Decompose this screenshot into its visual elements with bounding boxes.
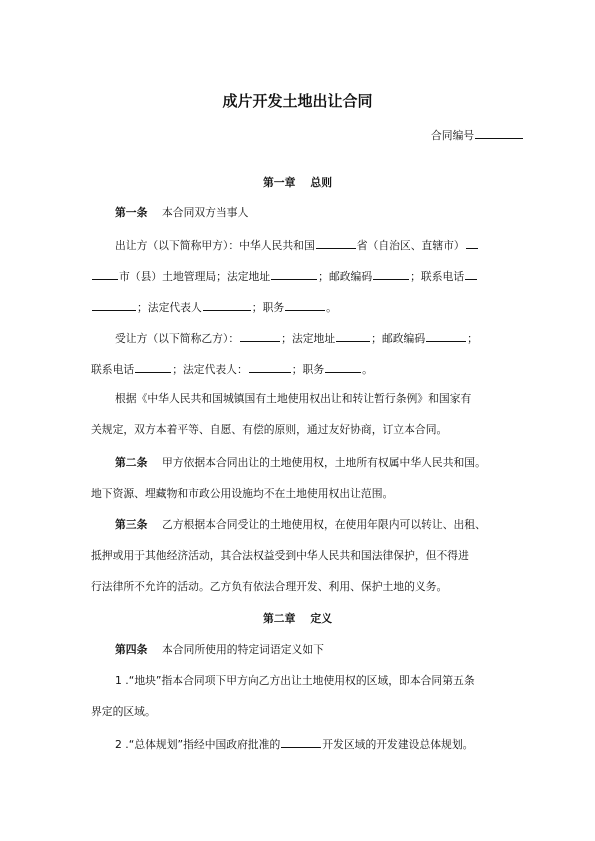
assignee-text-1c: ；邮政编码 [371,332,426,345]
article-2-text-2: 地下资源、埋藏物和市政公用设施均不在土地使用权出让范围。 [91,487,394,500]
contract-number [431,127,524,143]
assignee-rep-blank [249,361,291,373]
assignee-text-1b: ；法定地址 [281,332,336,345]
definition-2-text-a: 2 .“总体规划”指经中国政府批准的 [115,738,281,751]
assignor-text-1a: 出让方（以下简称甲方）：中华人民共和国 [115,239,315,252]
assignee-phone-blank [135,361,171,373]
assignor-text-1b: 省（自治区、直辖市） [356,239,465,252]
definition-1-text-1: 1 .“地块”指本合同项下甲方向乙方出让土地使用权的区域，即本合同第五条 [115,674,475,687]
assignor-text-3c: 。 [326,301,337,314]
chapter-2-heading [0,612,595,626]
assignor-text-2a: 市（县）土地管理局；法定地址 [119,270,271,283]
assignor-text-2b: ；邮政编码 [318,270,373,283]
article-1-head: 第一条 [115,206,148,219]
assignee-text-2a: 联系电话 [91,363,135,376]
assignor-address-blank [271,268,317,280]
document-title: 成片开发土地出让合同 [222,92,373,110]
assignor-postcode-blank [373,268,409,280]
province-blank [316,237,356,249]
assignor-title-blank [285,299,325,311]
chapter-2-label: 第二章 [262,612,296,625]
assignor-rep-blank [203,299,251,311]
article-3-head: 第三条 [115,518,148,531]
article-4-text: 本合同所使用的特定词语定义如下 [162,643,324,656]
assignee-text-2c: ；职务 [291,363,325,376]
plan-blank [281,736,321,748]
city-blank [92,268,118,280]
assignee-name-blank [240,330,280,342]
chapter-2-name: 定义 [310,612,333,625]
article-3-text-2: 抵押或用于其他经济活动，其合法权益受到中华人民共和国法律保护，但不得进 [91,549,469,562]
chapter-1-label: 第一章 [262,176,296,189]
contract-number-blank [475,127,523,139]
assignee-text-1a: 受让方（以下简称乙方）： [115,332,240,345]
article-4-head: 第四条 [115,643,148,656]
province-blank-2 [466,237,478,249]
article-1-text: 本合同双方当事人 [162,206,249,219]
chapter-1-heading [0,176,595,190]
article-2-head: 第二条 [115,456,148,469]
article-3-text-1: 乙方根据本合同受让的土地使用权，在使用年限内可以转让、出租、 [162,518,486,531]
definition-1-text-2: 界定的区域。 [91,705,156,718]
assignee-address-blank [336,330,370,342]
article-3-text-3: 行法律所不允许的活动。乙方负有依法合理开发、利用、保护土地的义务。 [91,580,448,593]
assignee-text-2d: 。 [362,363,373,376]
assignor-phone-blank [465,268,477,280]
basis-text-1: 根据《中华人民共和国城镇国有土地使用权出让和转让暂行条例》和国家有 [115,392,472,405]
assignee-postcode-blank [426,330,466,342]
definition-2-text-b: 开发区域的开发建设总体规划。 [322,738,474,751]
assignee-title-blank [325,361,361,373]
contract-number-label: 合同编号 [431,129,475,142]
chapter-1-name: 总则 [310,176,333,189]
assignor-phone-blank-2 [92,299,136,311]
assignee-text-2b: ；法定代表人： [172,363,248,376]
article-2-text-1: 甲方依据本合同出让的土地使用权，土地所有权属中华人民共和国。 [162,456,486,469]
assignor-text-3b: ；职务 [251,301,285,314]
basis-text-2: 关规定，双方本着平等、自愿、有偿的原则，通过友好协商，订立本合同。 [91,423,448,436]
assignor-text-2c: ；联系电话 [410,270,465,283]
assignor-text-3a: ；法定代表人 [137,301,202,314]
assignee-text-1d: ； [467,332,478,345]
